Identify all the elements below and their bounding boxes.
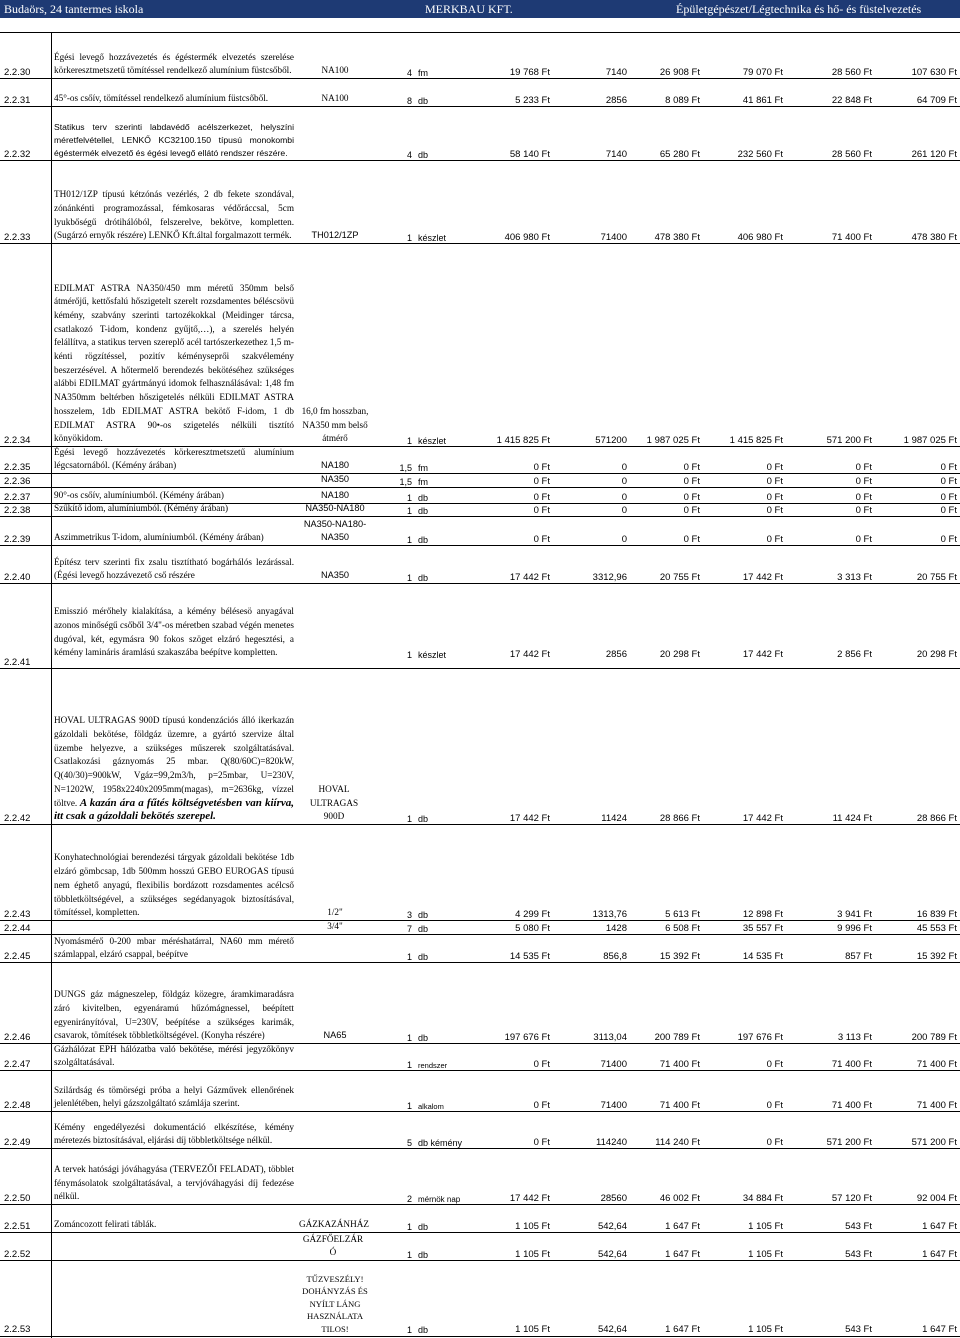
row-total: 71 400 Ft — [916, 1059, 957, 1070]
labor-total: 3 941 Ft — [837, 909, 872, 920]
item-quantity: 1 — [406, 952, 412, 962]
labor-unit-price: 71400 — [600, 232, 627, 243]
labor-unit-price: 3113,04 — [593, 1032, 627, 1043]
material-total: 1 415 825 Ft — [729, 435, 783, 446]
item-description: Emisszió mérőhely kialakítása, a kémény bélésesö anyagával azonos minőségű csőből 3/4"-os méretben szabad végén menetes dugóval, két, egymásra 90 fokos szöget elzáró hegesztési, a kémény lamináris áramlású szakaszába beépítve kompletten. — [54, 606, 294, 658]
material-unit-price: 1 105 Ft — [515, 1249, 550, 1260]
row-total: 0 Ft — [940, 534, 957, 545]
unit-total: 1 647 Ft — [665, 1324, 700, 1335]
labor-total: 28 560 Ft — [831, 149, 872, 160]
item-number: 2.2.48 — [4, 1100, 31, 1111]
item-number: 2.2.35 — [4, 462, 31, 473]
material-total: 1 105 Ft — [748, 1221, 783, 1232]
table-row — [0, 1044, 960, 1070]
item-type: 3/4" — [327, 921, 343, 932]
unit-total: 0 Ft — [683, 505, 700, 516]
labor-unit-price: 3312,96 — [592, 572, 627, 583]
item-number: 2.2.37 — [4, 492, 31, 503]
item-number: 2.2.30 — [4, 67, 31, 78]
material-unit-price: 5 080 Ft — [515, 923, 550, 934]
table-row — [0, 1112, 960, 1148]
row-total: 0 Ft — [940, 492, 957, 503]
item-quantity: 1 — [406, 535, 412, 545]
row-total: 107 630 Ft — [911, 67, 957, 78]
labor-unit-price: 7140 — [605, 67, 627, 78]
item-description: Építész terv szerinti fix zsalu tisztítható bogárhálós lezárással. (Égési levegő hozzávezető cső részére — [54, 556, 294, 581]
labor-total: 571 200 Ft — [826, 435, 872, 446]
item-unit: db — [418, 910, 429, 920]
item-type: NA65 — [323, 1030, 347, 1041]
material-unit-price: 5 233 Ft — [515, 95, 550, 106]
item-unit: db kémény — [418, 1138, 463, 1148]
material-unit-price: 4 299 Ft — [515, 909, 550, 920]
header-project: Budaörs, 24 tantermes iskola — [4, 2, 144, 16]
item-type: GÁZKAZÁNHÁZ — [299, 1219, 369, 1230]
material-unit-price: 1 105 Ft — [515, 1221, 550, 1232]
item-type: NA100 — [321, 93, 349, 104]
labor-unit-price: 1428 — [605, 923, 627, 934]
labor-unit-price: 28560 — [600, 1193, 627, 1204]
item-number: 2.2.53 — [4, 1324, 31, 1335]
item-quantity: 1 — [406, 573, 412, 583]
item-number: 2.2.40 — [4, 572, 31, 583]
labor-unit-price: 2856 — [605, 649, 627, 660]
item-number: 2.2.49 — [4, 1137, 31, 1148]
unit-total: 1 647 Ft — [665, 1249, 700, 1260]
item-quantity: 4 — [406, 68, 412, 78]
labor-total: 543 Ft — [845, 1324, 872, 1335]
material-total: 0 Ft — [766, 476, 783, 487]
labor-total: 857 Ft — [845, 951, 872, 962]
labor-total: 2 856 Ft — [837, 649, 872, 660]
row-total: 20 755 Ft — [916, 572, 957, 583]
item-description — [54, 714, 294, 824]
table-row — [0, 447, 960, 473]
item-description: Konyhatechnológiai berendezési tárgyak gázoldali bekötése 1db elzáró gömbcsap, 1db 500mm hosszú GEBO EUROGAS típusú nem éghető anyagú, flexibilis bordázott rozsdamentes acélcső többletköltségével, a szükséges segédanyagok biztosításával, tömítéssel, kompletten. — [54, 852, 294, 918]
table-row — [0, 1261, 960, 1335]
item-description: A tervek hatósági jóváhagyása (TERVEZŐI FELADAT), többlet fénymásolatok szolgáltatásával, a tervjóváhagyási díj fedezése nélkül. — [54, 1163, 294, 1202]
labor-unit-price: 542,64 — [597, 1324, 627, 1335]
unit-total: 200 789 Ft — [654, 1032, 700, 1043]
labor-total: 543 Ft — [845, 1221, 872, 1232]
labor-total: 11 424 Ft — [832, 813, 872, 824]
item-number: 2.2.33 — [4, 232, 31, 243]
labor-total: 71 400 Ft — [831, 1100, 872, 1111]
material-unit-price: 197 676 Ft — [504, 1032, 550, 1043]
material-unit-price: 17 442 Ft — [509, 1193, 550, 1204]
row-total: 0 Ft — [940, 476, 957, 487]
item-unit: fm — [418, 463, 428, 473]
unit-total: 20 755 Ft — [659, 572, 700, 583]
material-unit-price: 0 Ft — [533, 1100, 550, 1111]
unit-total: 65 280 Ft — [659, 149, 700, 160]
item-unit: db — [418, 96, 429, 106]
unit-total: 114 240 Ft — [655, 1137, 700, 1148]
unit-total: 1 647 Ft — [665, 1221, 700, 1232]
item-quantity: 1,5 — [399, 477, 412, 487]
row-total: 1 987 025 Ft — [903, 435, 957, 446]
item-number: 2.2.47 — [4, 1059, 31, 1070]
item-quantity: 2 — [406, 1194, 412, 1204]
item-number: 2.2.44 — [4, 923, 31, 934]
table-row — [0, 517, 960, 545]
row-total: 0 Ft — [940, 462, 957, 473]
item-quantity: 1,5 — [399, 463, 412, 473]
labor-total: 3 313 Ft — [837, 572, 872, 583]
labor-total: 71 400 Ft — [831, 232, 872, 243]
row-total: 478 380 Ft — [911, 232, 957, 243]
item-description: Zománcozott felirati táblák. — [54, 1219, 157, 1230]
item-description: Gázhálózat EPH hálózatba való bekötése, mérési jegyzőkönyv szolgáltatásával. — [54, 1043, 294, 1068]
table-row — [0, 1233, 960, 1260]
table-row — [0, 244, 960, 446]
item-quantity: 4 — [406, 150, 412, 160]
table-row — [0, 935, 960, 962]
unit-total: 46 002 Ft — [659, 1193, 700, 1204]
labor-unit-price: 0 — [621, 492, 627, 503]
item-unit: készlet — [418, 233, 447, 243]
unit-total: 20 298 Ft — [659, 649, 700, 660]
item-type: GÁZFŐELZÁRÓ — [302, 1233, 364, 1258]
item-number: 2.2.31 — [4, 95, 31, 106]
unit-total: 0 Ft — [683, 492, 700, 503]
item-quantity: 1 — [406, 814, 412, 824]
item-type: HOVAL ULTRAGAS 900D — [309, 783, 359, 822]
item-unit: db — [418, 924, 429, 934]
material-unit-price: 406 980 Ft — [504, 232, 550, 243]
row-total: 28 866 Ft — [916, 813, 957, 824]
item-number: 2.2.41 — [4, 657, 31, 668]
unit-total: 1 987 025 Ft — [646, 435, 700, 446]
item-description: Égési levegő hozzávezetés körkeresztmetszetű alumínium légcsatornából. (Kémény árában) — [54, 446, 294, 471]
material-unit-price: 0 Ft — [533, 505, 550, 516]
material-unit-price: 0 Ft — [533, 492, 550, 503]
material-unit-price: 17 442 Ft — [509, 813, 550, 824]
item-type: NA350 — [320, 474, 350, 485]
item-quantity: 1 — [406, 1250, 412, 1260]
item-number: 2.2.50 — [4, 1193, 31, 1204]
table-row — [0, 1149, 960, 1204]
labor-unit-price: 114240 — [596, 1137, 627, 1148]
unit-total: 478 380 Ft — [654, 232, 700, 243]
header-company: MERKBAU KFT. — [425, 2, 513, 16]
row-total: 20 298 Ft — [916, 649, 957, 660]
table-row — [0, 107, 960, 160]
page-header — [0, 0, 960, 18]
item-description-text: HOVAL ULTRAGAS 900D típusú kondenzációs álló ikerkazán gázoldali bekötése, földgáz üzemre, a gyártó szervize által üzembe helyezve, a szükséges műszerek szolgáltatásával. Csatlakozási gáznyomás 25 mbar. Q(80/60C)=820kW, Q(40/30)=900kW, Vgáz=99,2m3/h, p=25mbar, U=230V, N=1202W, 1958x2240x2095mm(magas), m=2636kg, vízzel töltve. — [54, 715, 294, 808]
material-total: 0 Ft — [766, 534, 783, 545]
item-number: 2.2.39 — [4, 534, 31, 545]
material-total: 232 560 Ft — [737, 149, 783, 160]
labor-unit-price: 71400 — [600, 1059, 627, 1070]
material-total: 0 Ft — [766, 505, 783, 516]
material-total: 406 980 Ft — [737, 232, 783, 243]
labor-total: 543 Ft — [845, 1249, 872, 1260]
row-total: 0 Ft — [940, 505, 957, 516]
unit-total: 15 392 Ft — [659, 951, 700, 962]
item-unit: db — [418, 1222, 429, 1232]
material-total: 0 Ft — [766, 492, 783, 503]
item-quantity: 1 — [406, 1222, 412, 1232]
table-row — [0, 488, 960, 503]
labor-total: 22 848 Ft — [831, 95, 872, 106]
labor-unit-price: 7140 — [605, 149, 627, 160]
item-type: 16,0 fm hosszban, NA350 mm belső átmérő — [301, 405, 369, 444]
item-quantity: 1 — [406, 650, 412, 660]
row-total: 261 120 Ft — [911, 149, 957, 160]
item-quantity: 5 — [406, 1138, 412, 1148]
table-row — [0, 33, 960, 78]
table-row — [0, 921, 960, 934]
table-row — [0, 1071, 960, 1111]
item-type: TŰZVESZÉLY! DOHÁNYZÁS ÉS NYÍLT LÁNG HASZNÁLATA TILOS! — [302, 1273, 368, 1334]
item-quantity: 1 — [406, 1325, 412, 1335]
row-total: 15 392 Ft — [916, 951, 957, 962]
material-unit-price: 0 Ft — [533, 476, 550, 487]
item-number: 2.2.32 — [4, 149, 31, 160]
item-description: Aszimmetrikus T-idom, alumíniumból. (Kémény árában) — [54, 532, 264, 543]
item-unit: db — [418, 1250, 429, 1260]
item-unit: db — [418, 952, 429, 962]
item-description: Szilárdság és tömörségi próba a helyi Gázművek ellenőrének jelenlétében, helyi gázszolgáltató számlája szerint. — [54, 1084, 294, 1109]
item-unit: készlet — [418, 436, 447, 446]
item-number: 2.2.52 — [4, 1249, 31, 1260]
table-row — [0, 825, 960, 920]
labor-unit-price: 542,64 — [597, 1221, 627, 1232]
material-unit-price: 0 Ft — [533, 462, 550, 473]
item-description: Égési levegő hozzávezetés és égéstermék elvezetés szerelése körkeresztmetszetű tömítéssel rendelkező alumínium füstcsőből. — [54, 51, 294, 76]
material-total: 17 442 Ft — [742, 649, 783, 660]
row-total: 200 789 Ft — [911, 1032, 957, 1043]
item-unit: db — [418, 493, 429, 503]
material-unit-price: 0 Ft — [533, 1059, 550, 1070]
row-total: 64 709 Ft — [916, 95, 957, 106]
unit-total: 6 508 Ft — [665, 923, 700, 934]
labor-unit-price: 571200 — [595, 435, 627, 446]
item-number: 2.2.42 — [4, 813, 31, 824]
row-total: 1 647 Ft — [922, 1324, 957, 1335]
table-row — [0, 963, 960, 1043]
material-total: 197 676 Ft — [737, 1032, 783, 1043]
item-unit: rendszer — [418, 1061, 448, 1070]
item-unit: fm — [418, 477, 428, 487]
material-unit-price: 14 535 Ft — [509, 951, 550, 962]
material-total: 35 557 Ft — [742, 923, 783, 934]
material-total: 0 Ft — [766, 1137, 783, 1148]
item-quantity: 1 — [406, 436, 412, 446]
item-quantity: 1 — [406, 506, 412, 516]
item-unit: db — [418, 150, 429, 160]
material-total: 1 105 Ft — [748, 1324, 783, 1335]
item-description: Kémény engedélyezési dokumentáció elkészítése, kémény méretezés biztosításával, eljárási díj többletköltsége nélkül. — [54, 1121, 294, 1146]
labor-unit-price: 2856 — [605, 95, 627, 106]
unit-total: 71 400 Ft — [659, 1100, 700, 1111]
table-row — [0, 504, 960, 516]
item-type: NA350-NA180 — [305, 503, 365, 514]
labor-total: 0 Ft — [855, 476, 872, 487]
item-number: 2.2.34 — [4, 435, 31, 446]
labor-total: 57 120 Ft — [831, 1193, 872, 1204]
labor-unit-price: 0 — [621, 534, 627, 545]
material-unit-price: 58 140 Ft — [509, 149, 550, 160]
item-number: 2.2.51 — [4, 1221, 31, 1232]
item-description: DUNGS gáz mágneszelep, földgáz közegre, áramkimaradásra záró kivitelben, egyenáramú hűzómágnessel, beépített egyenirányítóval, U=230V, beépítése a szükséges karimák, csavarok, tömítések többletköltségével. (Konyha részére) — [54, 989, 294, 1041]
item-unit: készlet — [418, 650, 447, 660]
unit-total: 8 089 Ft — [665, 95, 700, 106]
material-total: 17 442 Ft — [742, 813, 783, 824]
item-description: 90°-os csőív, alumíniumból. (Kémény árában) — [54, 490, 224, 501]
material-total: 12 898 Ft — [742, 909, 783, 920]
material-unit-price: 17 442 Ft — [509, 649, 550, 660]
item-quantity: 1 — [406, 1060, 412, 1070]
unit-total: 0 Ft — [683, 476, 700, 487]
unit-total: 5 613 Ft — [665, 909, 700, 920]
item-unit: mérnök nap — [418, 1195, 461, 1204]
unit-total: 0 Ft — [683, 534, 700, 545]
table-row — [0, 79, 960, 106]
item-quantity: 1 — [406, 233, 412, 243]
row-total: 1 647 Ft — [922, 1249, 957, 1260]
item-number: 2.2.45 — [4, 951, 31, 962]
table-row — [0, 161, 960, 243]
material-unit-price: 0 Ft — [533, 534, 550, 545]
material-total: 17 442 Ft — [742, 572, 783, 583]
row-total: 71 400 Ft — [916, 1100, 957, 1111]
material-total: 14 535 Ft — [742, 951, 783, 962]
labor-unit-price: 542,64 — [597, 1249, 627, 1260]
item-type: NA180 — [320, 490, 350, 501]
labor-unit-price: 0 — [621, 505, 627, 516]
item-description: EDILMAT ASTRA NA350/450 mm méretű 350mm belső átmérőjű, kettősfalú hőszigetelt szerelt rozsdamentes béléscsövü kémény, szabvány szerinti tartozékokkal (Meidinger tárcsa, csatlakozó T-idom, kondenz gyűjtő,…), a szerelés helyén felállítva, a statikus terven szereplő acél tartószerkezethez 1,5 m-kénti rögzítéssel, pozitív kéményseprői szakvélemény beszerzésével. A hőtermelő berendezés bekötéséhez szükséges alábbi EDILMAT gyártmányú idomok felhasználásával: 1,48 fm NA350mm beltérben hőszigetelés nélküli EDILMAT ASTRA hosszelem, 1db EDILMAT ASTRA bekötő F-idom, 1 db EDILMAT ASTRA 90•-os szigetelés nélküli tisztító könyökidom. — [54, 282, 294, 444]
item-description: 45°-os csőív, tömítéssel rendelkező alumínium füstcsőből. — [54, 93, 269, 104]
material-total: 0 Ft — [766, 1059, 783, 1070]
material-unit-price: 1 415 825 Ft — [496, 435, 550, 446]
material-unit-price: 0 Ft — [533, 1137, 550, 1148]
item-unit: db — [418, 1033, 429, 1043]
labor-total: 0 Ft — [855, 462, 872, 473]
item-quantity: 1 — [406, 493, 412, 503]
material-unit-price: 17 442 Ft — [509, 572, 550, 583]
row-total: 16 839 Ft — [916, 909, 957, 920]
material-total: 79 070 Ft — [742, 67, 783, 78]
material-total: 41 861 Ft — [742, 95, 783, 106]
item-unit: db — [418, 535, 429, 545]
unit-total: 0 Ft — [683, 462, 700, 473]
item-unit: db — [418, 1325, 429, 1335]
item-number: 2.2.36 — [4, 476, 31, 487]
labor-unit-price: 1313,76 — [592, 909, 627, 920]
item-unit: db — [418, 814, 429, 824]
labor-unit-price: 856,8 — [603, 951, 627, 962]
item-number: 2.2.46 — [4, 1032, 31, 1043]
item-quantity: 1 — [406, 1033, 412, 1043]
item-description-emphasis: A kazán ára a fűtés költségvetésben van kiírva, itt csak a gázoldali bekötés szerepel. — [54, 796, 295, 823]
labor-unit-price: 11424 — [601, 813, 627, 824]
item-description: Szűkítő idom, alumíniumból. (Kémény árában) — [54, 503, 229, 514]
labor-total: 0 Ft — [855, 534, 872, 545]
labor-total: 0 Ft — [855, 492, 872, 503]
item-type: TH012/1ZP — [311, 230, 359, 241]
row-total: 571 200 Ft — [911, 1137, 957, 1148]
item-unit: db — [418, 506, 429, 516]
table-row — [0, 669, 960, 824]
item-type: 1/2" — [327, 907, 343, 918]
item-description: Statikus terv szerinti labdavédő acélszerkezet, helyszíni méretfelvétellel, LENKŐ KC32100.150 típusú monokombi égéstermék elvezető és égési levegő ellátó rendszer részére. — [54, 122, 294, 158]
labor-total: 571 200 Ft — [826, 1137, 872, 1148]
labor-unit-price: 0 — [621, 476, 627, 487]
unit-total: 26 908 Ft — [659, 67, 700, 78]
row-total: 1 647 Ft — [922, 1221, 957, 1232]
item-type: NA180 — [320, 460, 350, 471]
material-unit-price: 19 768 Ft — [509, 67, 550, 78]
unit-total: 71 400 Ft — [659, 1059, 700, 1070]
table-row — [0, 1205, 960, 1232]
header-section: Épületgépészet/Légtechnika és hő- és füstelvezetés — [676, 2, 922, 16]
labor-total: 28 560 Ft — [831, 67, 872, 78]
item-quantity: 1 — [406, 1101, 412, 1111]
labor-unit-price: 71400 — [600, 1100, 627, 1111]
item-number: 2.2.38 — [4, 505, 31, 516]
row-separator — [0, 1336, 960, 1337]
material-total: 1 105 Ft — [748, 1249, 783, 1260]
item-unit: fm — [418, 68, 428, 78]
row-total: 92 004 Ft — [916, 1193, 957, 1204]
labor-total: 9 996 Ft — [837, 923, 872, 934]
item-number: 2.2.43 — [4, 909, 31, 920]
item-type: NA100 — [321, 65, 349, 76]
material-total: 0 Ft — [766, 1100, 783, 1111]
material-total: 0 Ft — [766, 462, 783, 473]
item-type: NA350-NA180-NA350 — [303, 518, 367, 543]
labor-unit-price: 0 — [621, 462, 627, 473]
unit-total: 28 866 Ft — [659, 813, 700, 824]
item-quantity: 3 — [406, 910, 412, 920]
item-unit: db — [418, 573, 429, 583]
labor-total: 71 400 Ft — [831, 1059, 872, 1070]
row-total: 45 553 Ft — [916, 923, 957, 934]
item-quantity: 7 — [406, 924, 412, 934]
item-description: Nyomásmérő 0-200 mbar méréshatárral, NA60 mm mérető számlappal, elzáró csappal, beépítve — [54, 935, 294, 960]
table-row — [0, 546, 960, 583]
labor-total: 3 113 Ft — [837, 1032, 872, 1043]
item-quantity: 8 — [406, 96, 412, 106]
item-unit: alkalom — [418, 1102, 444, 1111]
item-type: NA350 — [320, 570, 350, 581]
material-unit-price: 1 105 Ft — [515, 1324, 550, 1335]
table-row — [0, 584, 960, 668]
table-row — [0, 474, 960, 487]
item-description: TH012/1ZP típusú kétzónás vezérlés, 2 db fekete szondával, zónánkénti programozással, fémkosaras védőráccsal, 5cm lyukbőségű drótihálóból, felszerelve, bekötve, kompletten. (Sugárzó ernyők részére) LENKŐ Kft.által forgalmazott termék. — [54, 189, 294, 241]
material-total: 34 884 Ft — [742, 1193, 783, 1204]
labor-total: 0 Ft — [855, 505, 872, 516]
